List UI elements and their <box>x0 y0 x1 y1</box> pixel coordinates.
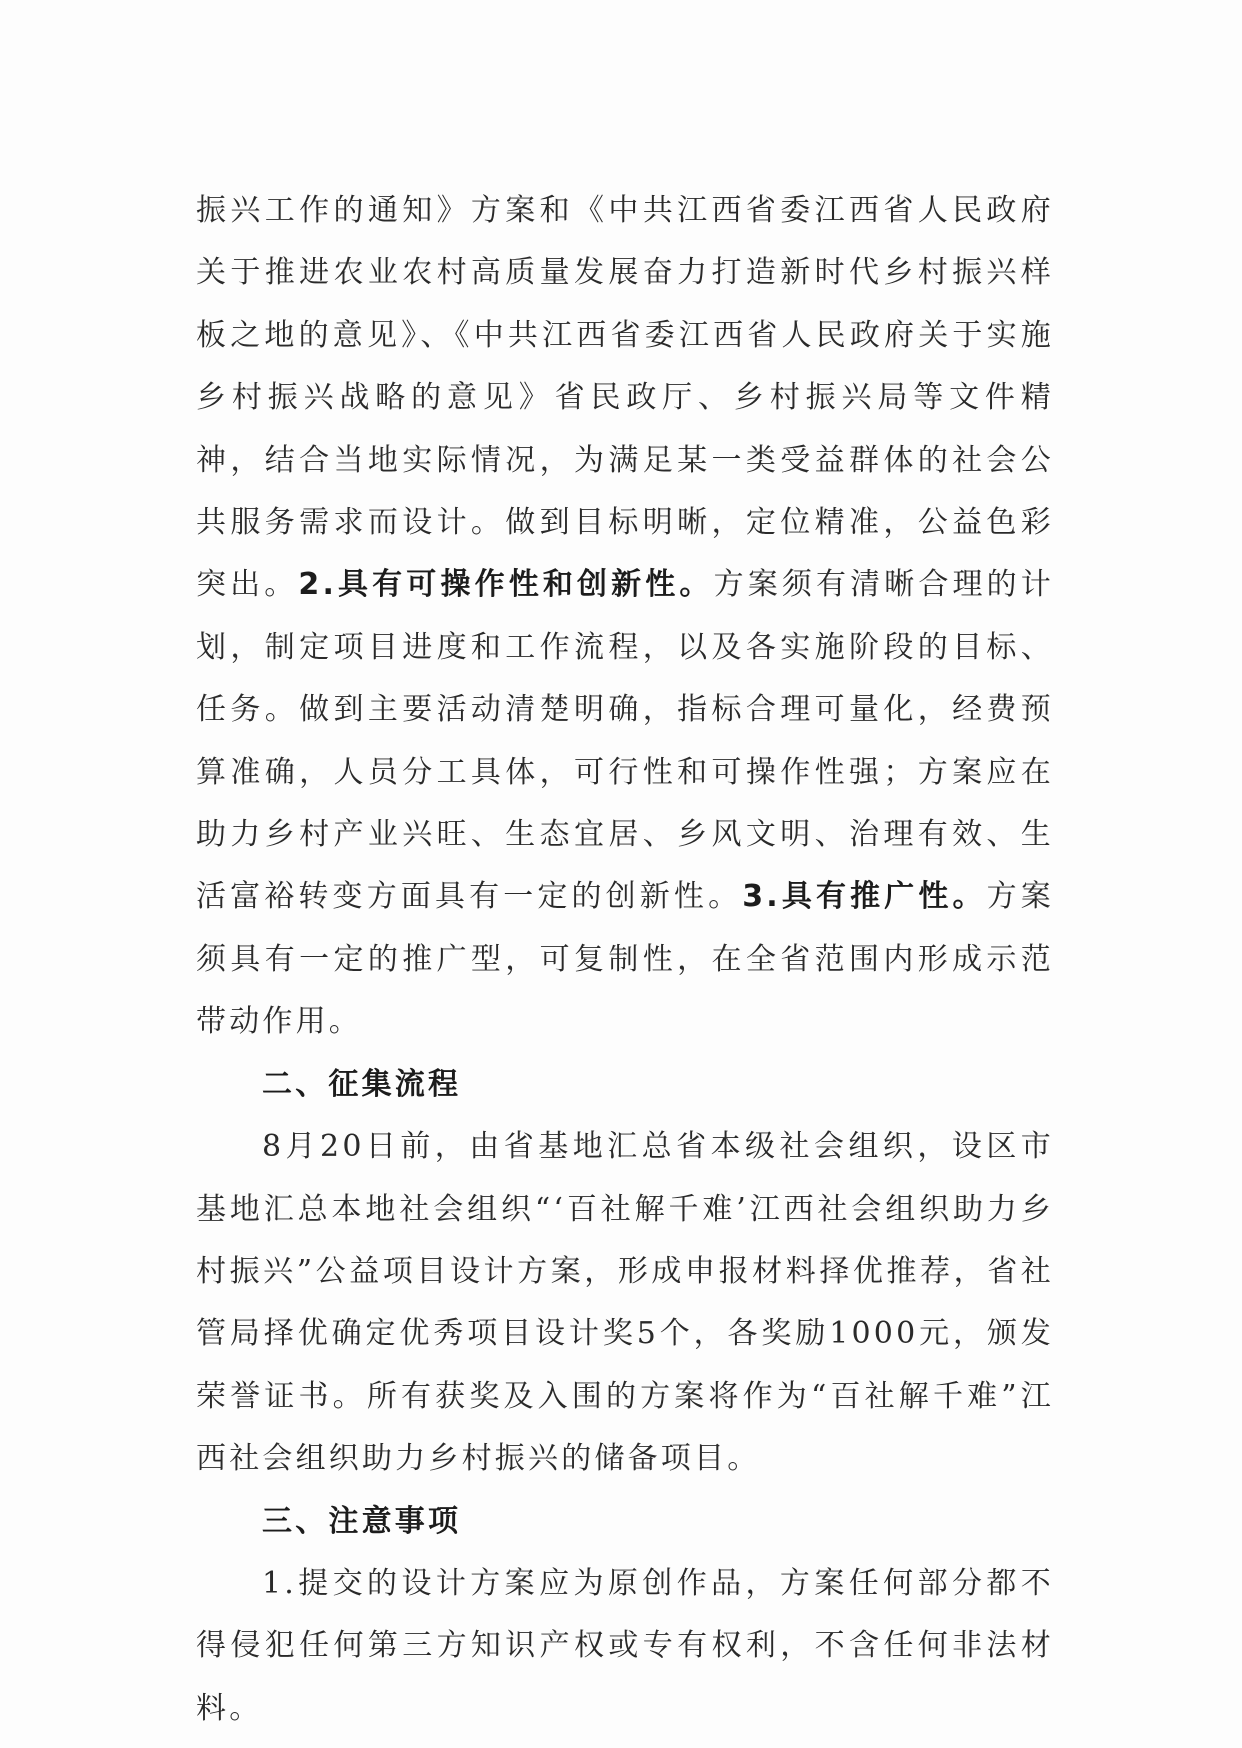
section-heading-collection-process: 二、征集流程 <box>262 1066 462 1102</box>
paragraph-collection-process: 8月20日前，由省基地汇总省本级社会组织，设区市基地汇总本地社会组织“‘百社解千难’江西社会组织助力乡村振兴”公益项目设计方案，形成申报材料择优推荐，省社管局择优确定优秀项目设计奖5个，各奖励1000元，颁发荣誉证书。所有获奖及入围的方案将作为“百社解千难”江西社会组织助力乡村振兴的储备项目。 <box>196 1129 1054 1477</box>
paragraph-requirements <box>196 180 1054 1054</box>
document-body <box>196 180 1054 1740</box>
requirement-3-heading: 3.具有推广性。 <box>742 879 987 915</box>
requirements-text-2: 方案须有清晰合理的计划，制定项目进度和工作流程，以及各实施阶段的目标、任务。做到主要活动清楚明确，指标合理可量化，经费预算准确，人员分工具体，可行性和可操作性强；方案应在助力乡村产业兴旺、生态宜居、乡风文明、治理有效、生活富裕转变方面具有一定的创新性。 <box>196 567 1055 915</box>
section-heading-notes: 三、注意事项 <box>262 1503 462 1539</box>
requirements-text-3: 方案须具有一定的推广型，可复制性，在全省范围内形成示范带动作用。 <box>196 879 1054 1040</box>
requirements-text-1: 振兴工作的通知》方案和《中共江西省委江西省人民政府关于推进农业农村高质量发展奋力打造新时代乡村振兴样板之地的意见》、《中共江西省委江西省人民政府关于实施乡村振兴战略的意见》省民政厅、乡村振兴局等文件精神，结合当地实际情况，为满足某一类受益群体的社会公共服务需求而设计。做到目标明晰，定位精准，公益色彩突出。 <box>196 193 1054 603</box>
requirement-2-heading: 2.具有可操作性和创新性。 <box>298 567 714 603</box>
paragraph-note-1: 1.提交的设计方案应为原创作品，方案任何部分都不得侵犯任何第三方知识产权或专有权利，不含任何非法材料。 <box>196 1565 1054 1726</box>
